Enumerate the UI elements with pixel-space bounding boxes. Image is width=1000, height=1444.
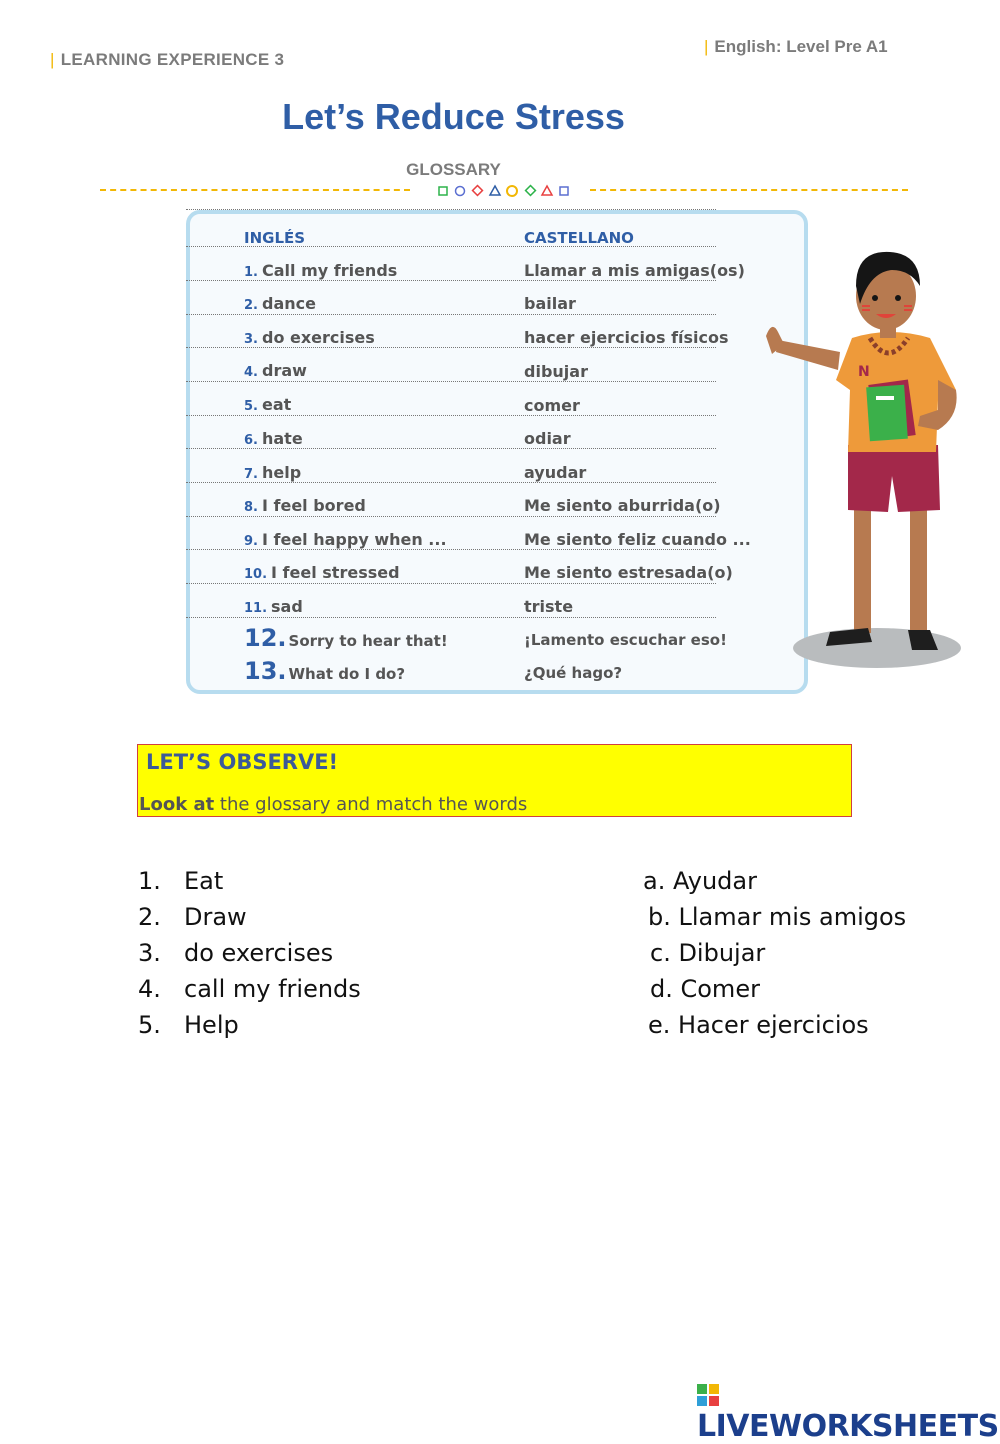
logo-badge-icon bbox=[697, 1379, 719, 1401]
glossary-heading: GLOSSARY bbox=[406, 160, 501, 179]
glossary-term-en: 5. eat bbox=[244, 395, 292, 414]
glossary-term-es: hacer ejercicios físicos bbox=[524, 328, 729, 347]
glossary-term-en: 12. Sorry to hear that! bbox=[244, 624, 448, 652]
glossary-term-en: 4. draw bbox=[244, 361, 307, 380]
match-item-right: a. Ayudar bbox=[643, 867, 757, 895]
observe-instruction: Look at the glossary and match the words bbox=[139, 794, 528, 815]
glossary-term-es: Llamar a mis amigas(os) bbox=[524, 261, 745, 280]
glossary-term-en: 11. sad bbox=[244, 597, 303, 616]
glossary-term-en: 3. do exercises bbox=[244, 328, 375, 347]
match-item-right: c. Dibujar bbox=[650, 939, 766, 967]
liveworksheets-logo: LIVEWORKSHEETS bbox=[697, 1374, 1000, 1444]
match-item-right: e. Hacer ejercicios bbox=[648, 1011, 869, 1039]
glossary-term-es: ¿Qué hago? bbox=[524, 664, 623, 682]
glossary-rule bbox=[186, 185, 716, 210]
level-label: | English: Level Pre A1 bbox=[704, 37, 888, 56]
observe-title: LET’S OBSERVE! bbox=[146, 750, 339, 774]
glossary-term-es: Me siento estresada(o) bbox=[524, 563, 733, 582]
match-item-right: b. Llamar mis amigos bbox=[648, 903, 907, 931]
match-item-right: d. Comer bbox=[650, 975, 760, 1003]
glossary-term-es: Me siento aburrida(o) bbox=[524, 496, 721, 515]
glossary-term-en: 8. I feel bored bbox=[244, 496, 366, 515]
glossary-term-es: triste bbox=[524, 597, 574, 616]
glossary-term-es: bailar bbox=[524, 294, 576, 313]
glossary-term-en: 1. Call my friends bbox=[244, 261, 398, 280]
glossary-term-en: 2. dance bbox=[244, 294, 316, 313]
page-title: Let’s Reduce Stress bbox=[282, 96, 625, 137]
glossary-term-en: 6. hate bbox=[244, 429, 303, 448]
student-illustration bbox=[760, 240, 970, 680]
glossary-term-es: Me siento feliz cuando ... bbox=[524, 530, 751, 549]
glossary-box bbox=[186, 210, 808, 694]
shirt-letter: N bbox=[858, 364, 870, 380]
glossary-term-es: comer bbox=[524, 396, 580, 415]
glossary-term-es: odiar bbox=[524, 429, 571, 448]
glossary-term-en: 9. I feel happy when ... bbox=[244, 530, 447, 549]
glossary-term-es: dibujar bbox=[524, 362, 588, 381]
glossary-term-es: ayudar bbox=[524, 463, 587, 482]
glossary-term-en: 13. What do I do? bbox=[244, 657, 406, 685]
glossary-term-en: 7. help bbox=[244, 463, 302, 482]
learning-experience-label: | LEARNING EXPERIENCE 3 bbox=[50, 50, 285, 69]
column-header-spanish: CASTELLANO bbox=[524, 229, 634, 247]
glossary-term-es: ¡Lamento escuchar eso! bbox=[524, 631, 727, 649]
glossary-term-en: 10. I feel stressed bbox=[244, 563, 400, 582]
column-header-english: INGLÉS bbox=[244, 229, 306, 247]
